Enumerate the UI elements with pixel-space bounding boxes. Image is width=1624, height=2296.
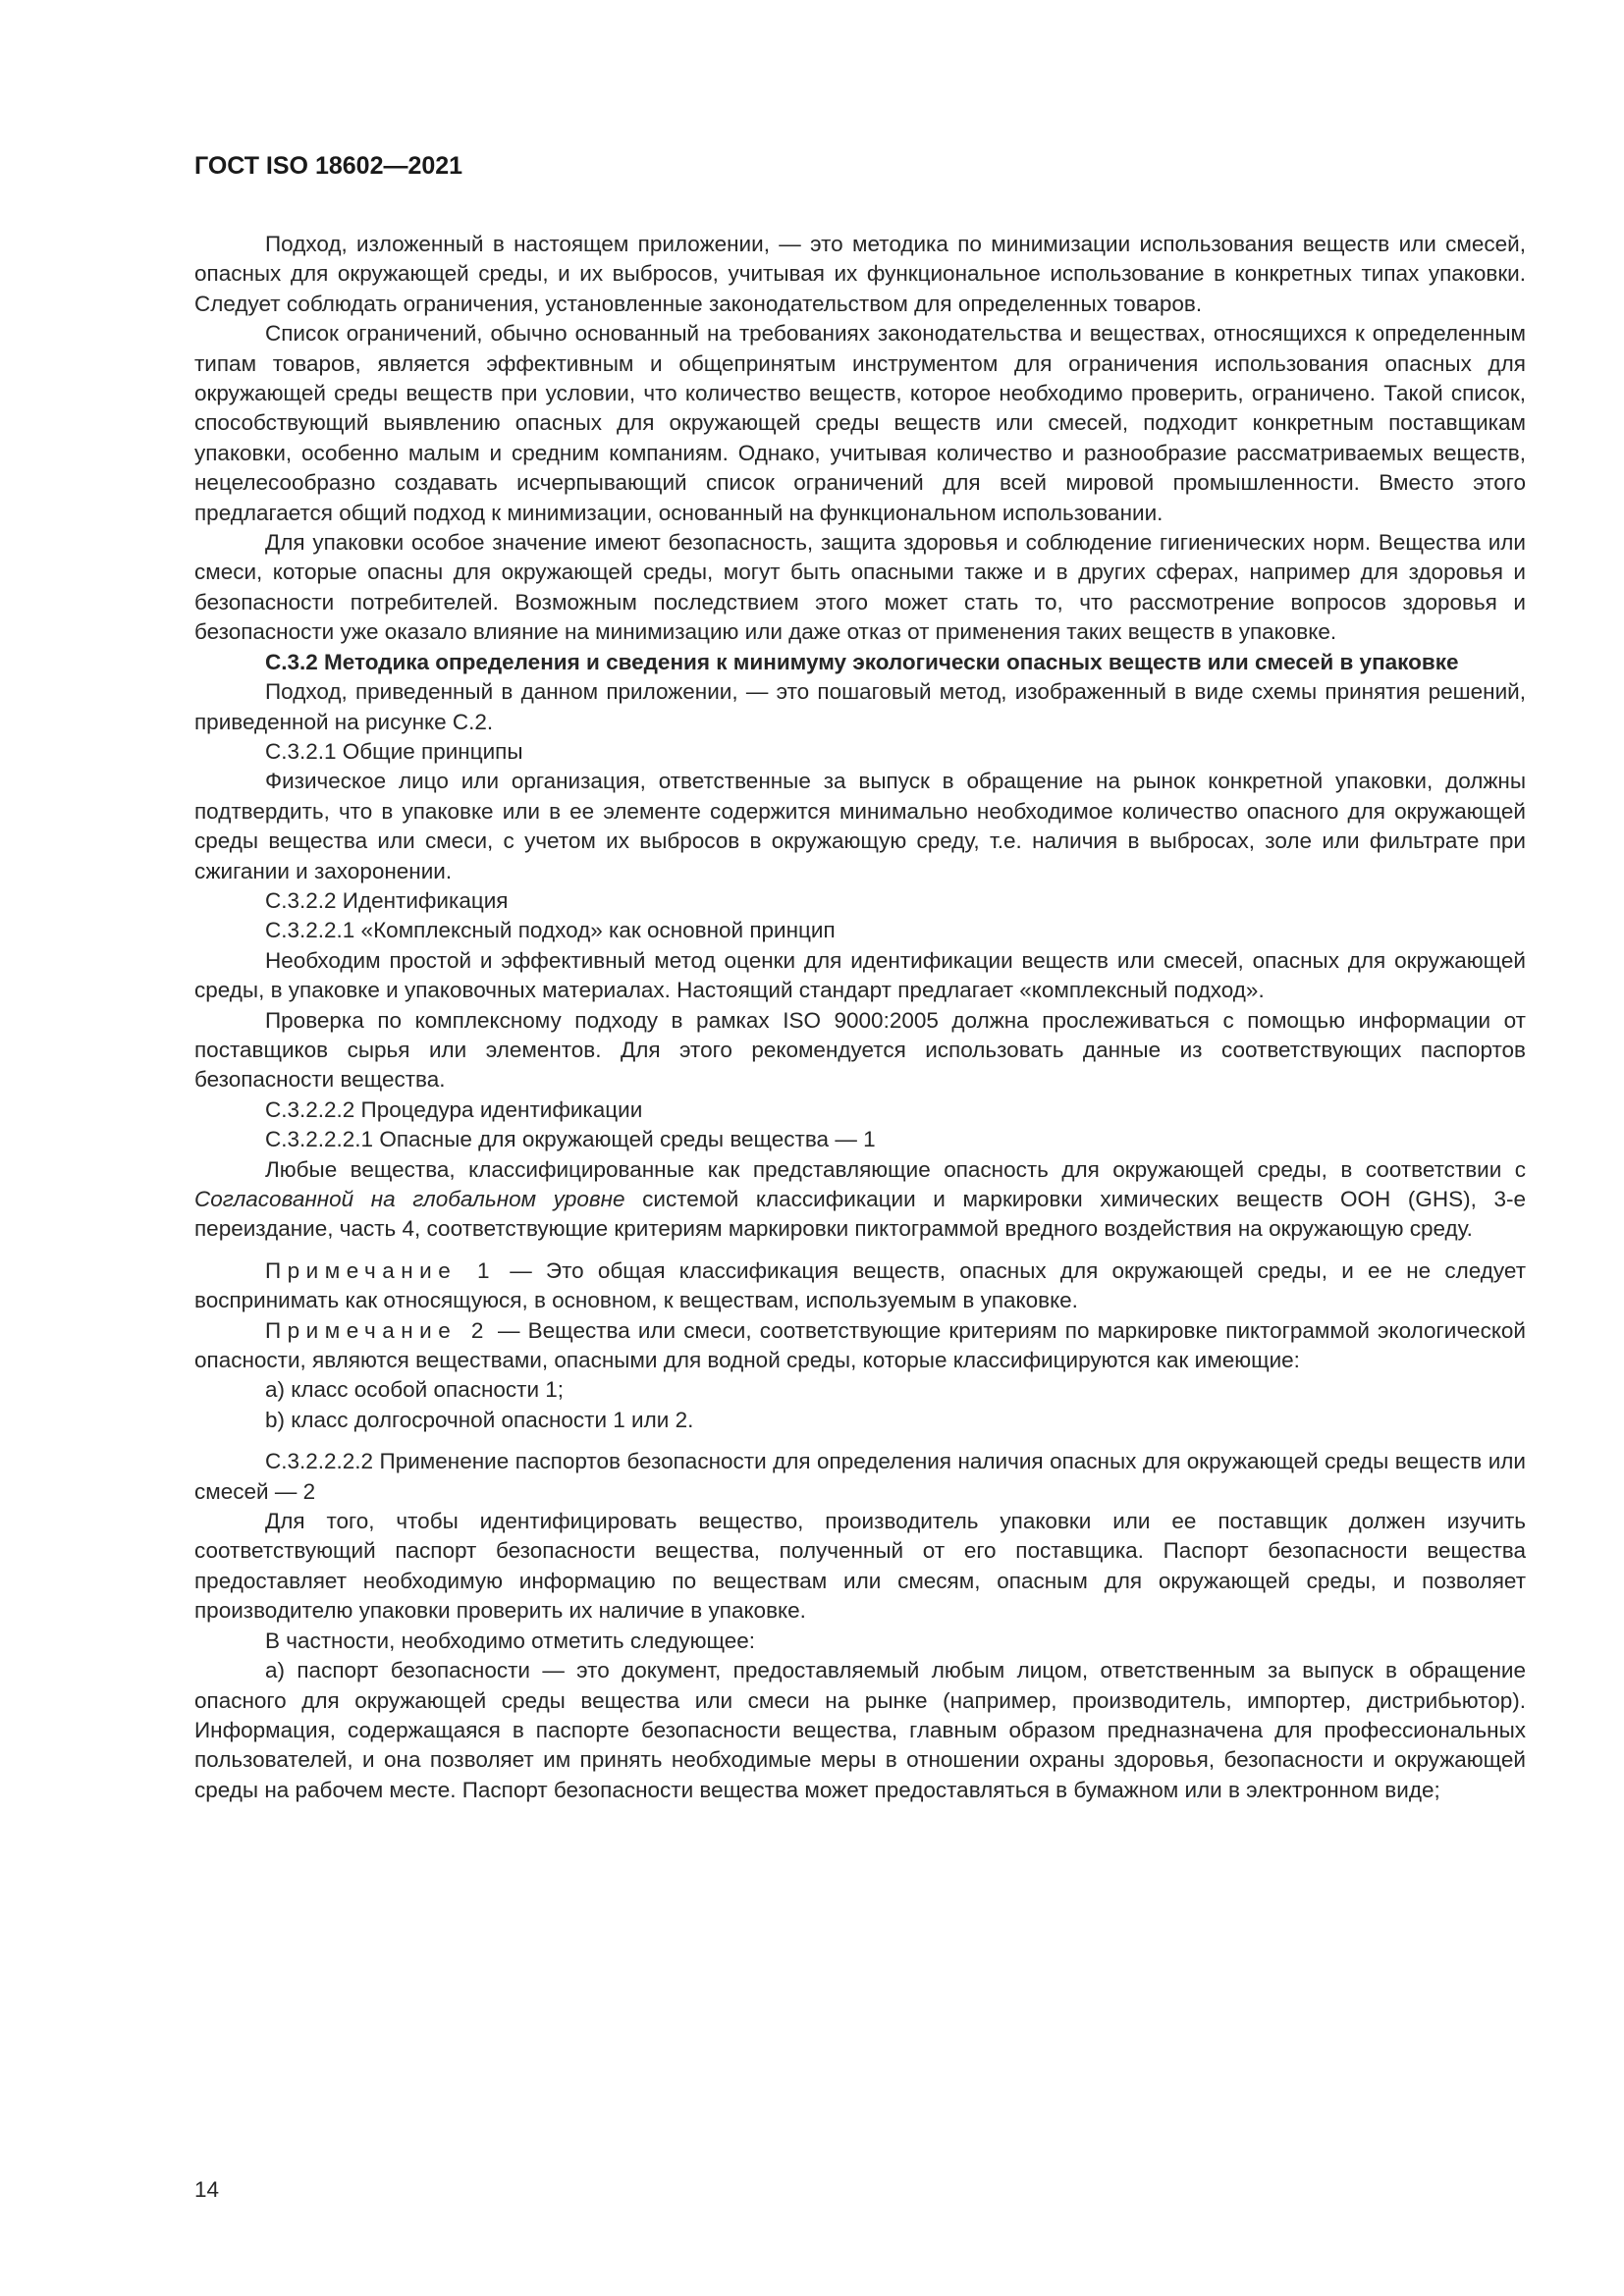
list-item: a) паспорт безопасности — это документ, предоставляемый любым лицом, ответственным за выпуск в обращение опасного для окружающей среды вещества или смеси на рынке (например, производитель, импортер, дистрибьютор). Информация, содержащаяся в паспорте безопасности вещества, главным образом предназначена для профессиональных пользователей, и она позволяет им принять необходимые меры в отношении охраны здоровья, безопасности и окружающей среды на рабочем месте. Паспорт безопасности вещества может предоставляться в бумажном или в электронном виде; bbox=[194, 1658, 1526, 1802]
list-item: a) класс особой опасности 1; bbox=[265, 1377, 565, 1403]
paragraph: Физическое лицо или организация, ответственные за выпуск в обращение на рынок конкретной упаковки, должны подтвердить, что в упаковке или в ее элементе содержится минимально необходимое количество опасного для окружающей среды вещества или смеси, с учетом их выбросов в окружающую среду, т.е. наличия в выбросах, золе или фильтрате при сжигании и захоронении. bbox=[194, 769, 1526, 883]
page-number: 14 bbox=[194, 2177, 220, 2202]
subsection-heading: С.3.2.2.2 Процедура идентификации bbox=[265, 1096, 643, 1122]
text-run: Любые вещества, классифицированные как представляющие опасность для окружающей среды, в соответствии с bbox=[265, 1156, 1526, 1182]
note-text: — Это общая классификация веществ, опасных для окружающей среды, и ее не следует воспринимать как относящуюся, в основном, к веществам, используемым в упаковке. bbox=[194, 1257, 1527, 1313]
paragraph: В частности, необходимо отметить следующее: bbox=[265, 1628, 756, 1653]
subsection-heading: С.3.2.2.2.1 Опасные для окружающей среды вещества — 1 bbox=[265, 1127, 876, 1152]
document-body bbox=[194, 230, 1526, 1805]
subsection-heading: С.3.2.2.1 «Комплексный подход» как основной принцип bbox=[265, 918, 836, 943]
paragraph: Подход, изложенный в настоящем приложении, — это методика по минимизации использования веществ или смесей, опасных для окружающей среды, и их выбросов, учитывая их функциональное использование в конкретных типах упаковки. Следует соблюдать ограничения, установленные законодательством для определенных товаров. bbox=[194, 232, 1526, 316]
note bbox=[194, 1316, 1526, 1376]
note-text: — Вещества или смеси, соответствующие критериям по маркировке пиктограммой экологической опасности, являются веществами, опасными для водной среды, которые классифицируются как имеющие: bbox=[194, 1317, 1526, 1373]
paragraph: Подход, приведенный в данном приложении, — это пошаговый метод, изображенный в виде схемы принятия решений, приведенной на рисунке С.2. bbox=[194, 679, 1526, 734]
text-run: системой классификации и маркировки химических веществ ООН (GHS), 3-е переиздание, часть 4, соответствующие критериям маркировки пиктограммой вредного воздействия на окружающую среду. bbox=[194, 1187, 1527, 1242]
note bbox=[194, 1256, 1526, 1316]
section-heading: С.3.2 Методика определения и сведения к минимуму экологически опасных веществ или смесей в упаковке bbox=[265, 649, 1459, 674]
subsection-heading: С.3.2.2.2.2 Применение паспортов безопасности для определения наличия опасных для окружающей среды веществ или смесей — 2 bbox=[194, 1449, 1526, 1504]
document-header: ГОСТ ISO 18602—2021 bbox=[194, 152, 463, 180]
paragraph: Для того, чтобы идентифицировать вещество, производитель упаковки или ее поставщик должен изучить соответствующий паспорт безопасности вещества, полученный от его поставщика. Паспорт безопасности вещества предоставляет необходимую информацию по веществам или смесям, опасным для окружающей среды, и позволяет производителю упаковки проверить их наличие в упаковке. bbox=[194, 1509, 1526, 1624]
paragraph: Необходим простой и эффективный метод оценки для идентификации веществ или смесей, опасных для окружающей среды, в упаковке и упаковочных материалах. Настоящий стандарт предлагает «комплексный подход». bbox=[194, 947, 1526, 1003]
paragraph: Проверка по комплексному подходу в рамках ISO 9000:2005 должна прослеживаться с помощью информации от поставщиков сырья или элементов. Для этого рекомендуется использовать данные из соответствующих паспортов безопасности вещества. bbox=[194, 1007, 1526, 1093]
paragraph: Список ограничений, обычно основанный на требованиях законодательства и веществах, относящихся к определенным типам товаров, является эффективным и общепринятым инструментом для ограничения использования опасных для окружающей среды веществ при условии, что количество веществ, которое необходимо проверить, ограничено. Такой список, способствующий выявлению опасных для окружающей среды веществ или смесей, подходит конкретным поставщикам упаковки, особенно малым и средним компаниям. Однако, учитывая количество и разнообразие рассматриваемых веществ, нецелесообразно создавать исчерпывающий список ограничений для всей мировой промышленности. Вместо этого предлагается общий подход к минимизации, основанный на функциональном использовании. bbox=[194, 321, 1526, 525]
paragraph: Для упаковки особое значение имеют безопасность, защита здоровья и соблюдение гигиенических норм. Вещества или смеси, которые опасны для окружающей среды, могут быть опасными также и в других сферах, например для здоровья и безопасности потребителей. Возможным последствием этого может стать то, что рассмотрение вопросов здоровья и безопасности уже оказало влияние на минимизацию или даже отказ от применения таких веществ в упаковке. bbox=[194, 530, 1526, 645]
list-item: b) класс долгосрочной опасности 1 или 2. bbox=[265, 1407, 694, 1432]
paragraph bbox=[194, 1155, 1526, 1245]
subsection-heading: С.3.2.2 Идентификация bbox=[265, 887, 509, 913]
note-label: Примечание 1 bbox=[265, 1257, 496, 1283]
note-label: Примечание 2 bbox=[265, 1317, 490, 1343]
italic-term: Согласованной на глобальном уровне bbox=[194, 1187, 625, 1211]
subsection-heading: С.3.2.1 Общие принципы bbox=[265, 738, 523, 764]
